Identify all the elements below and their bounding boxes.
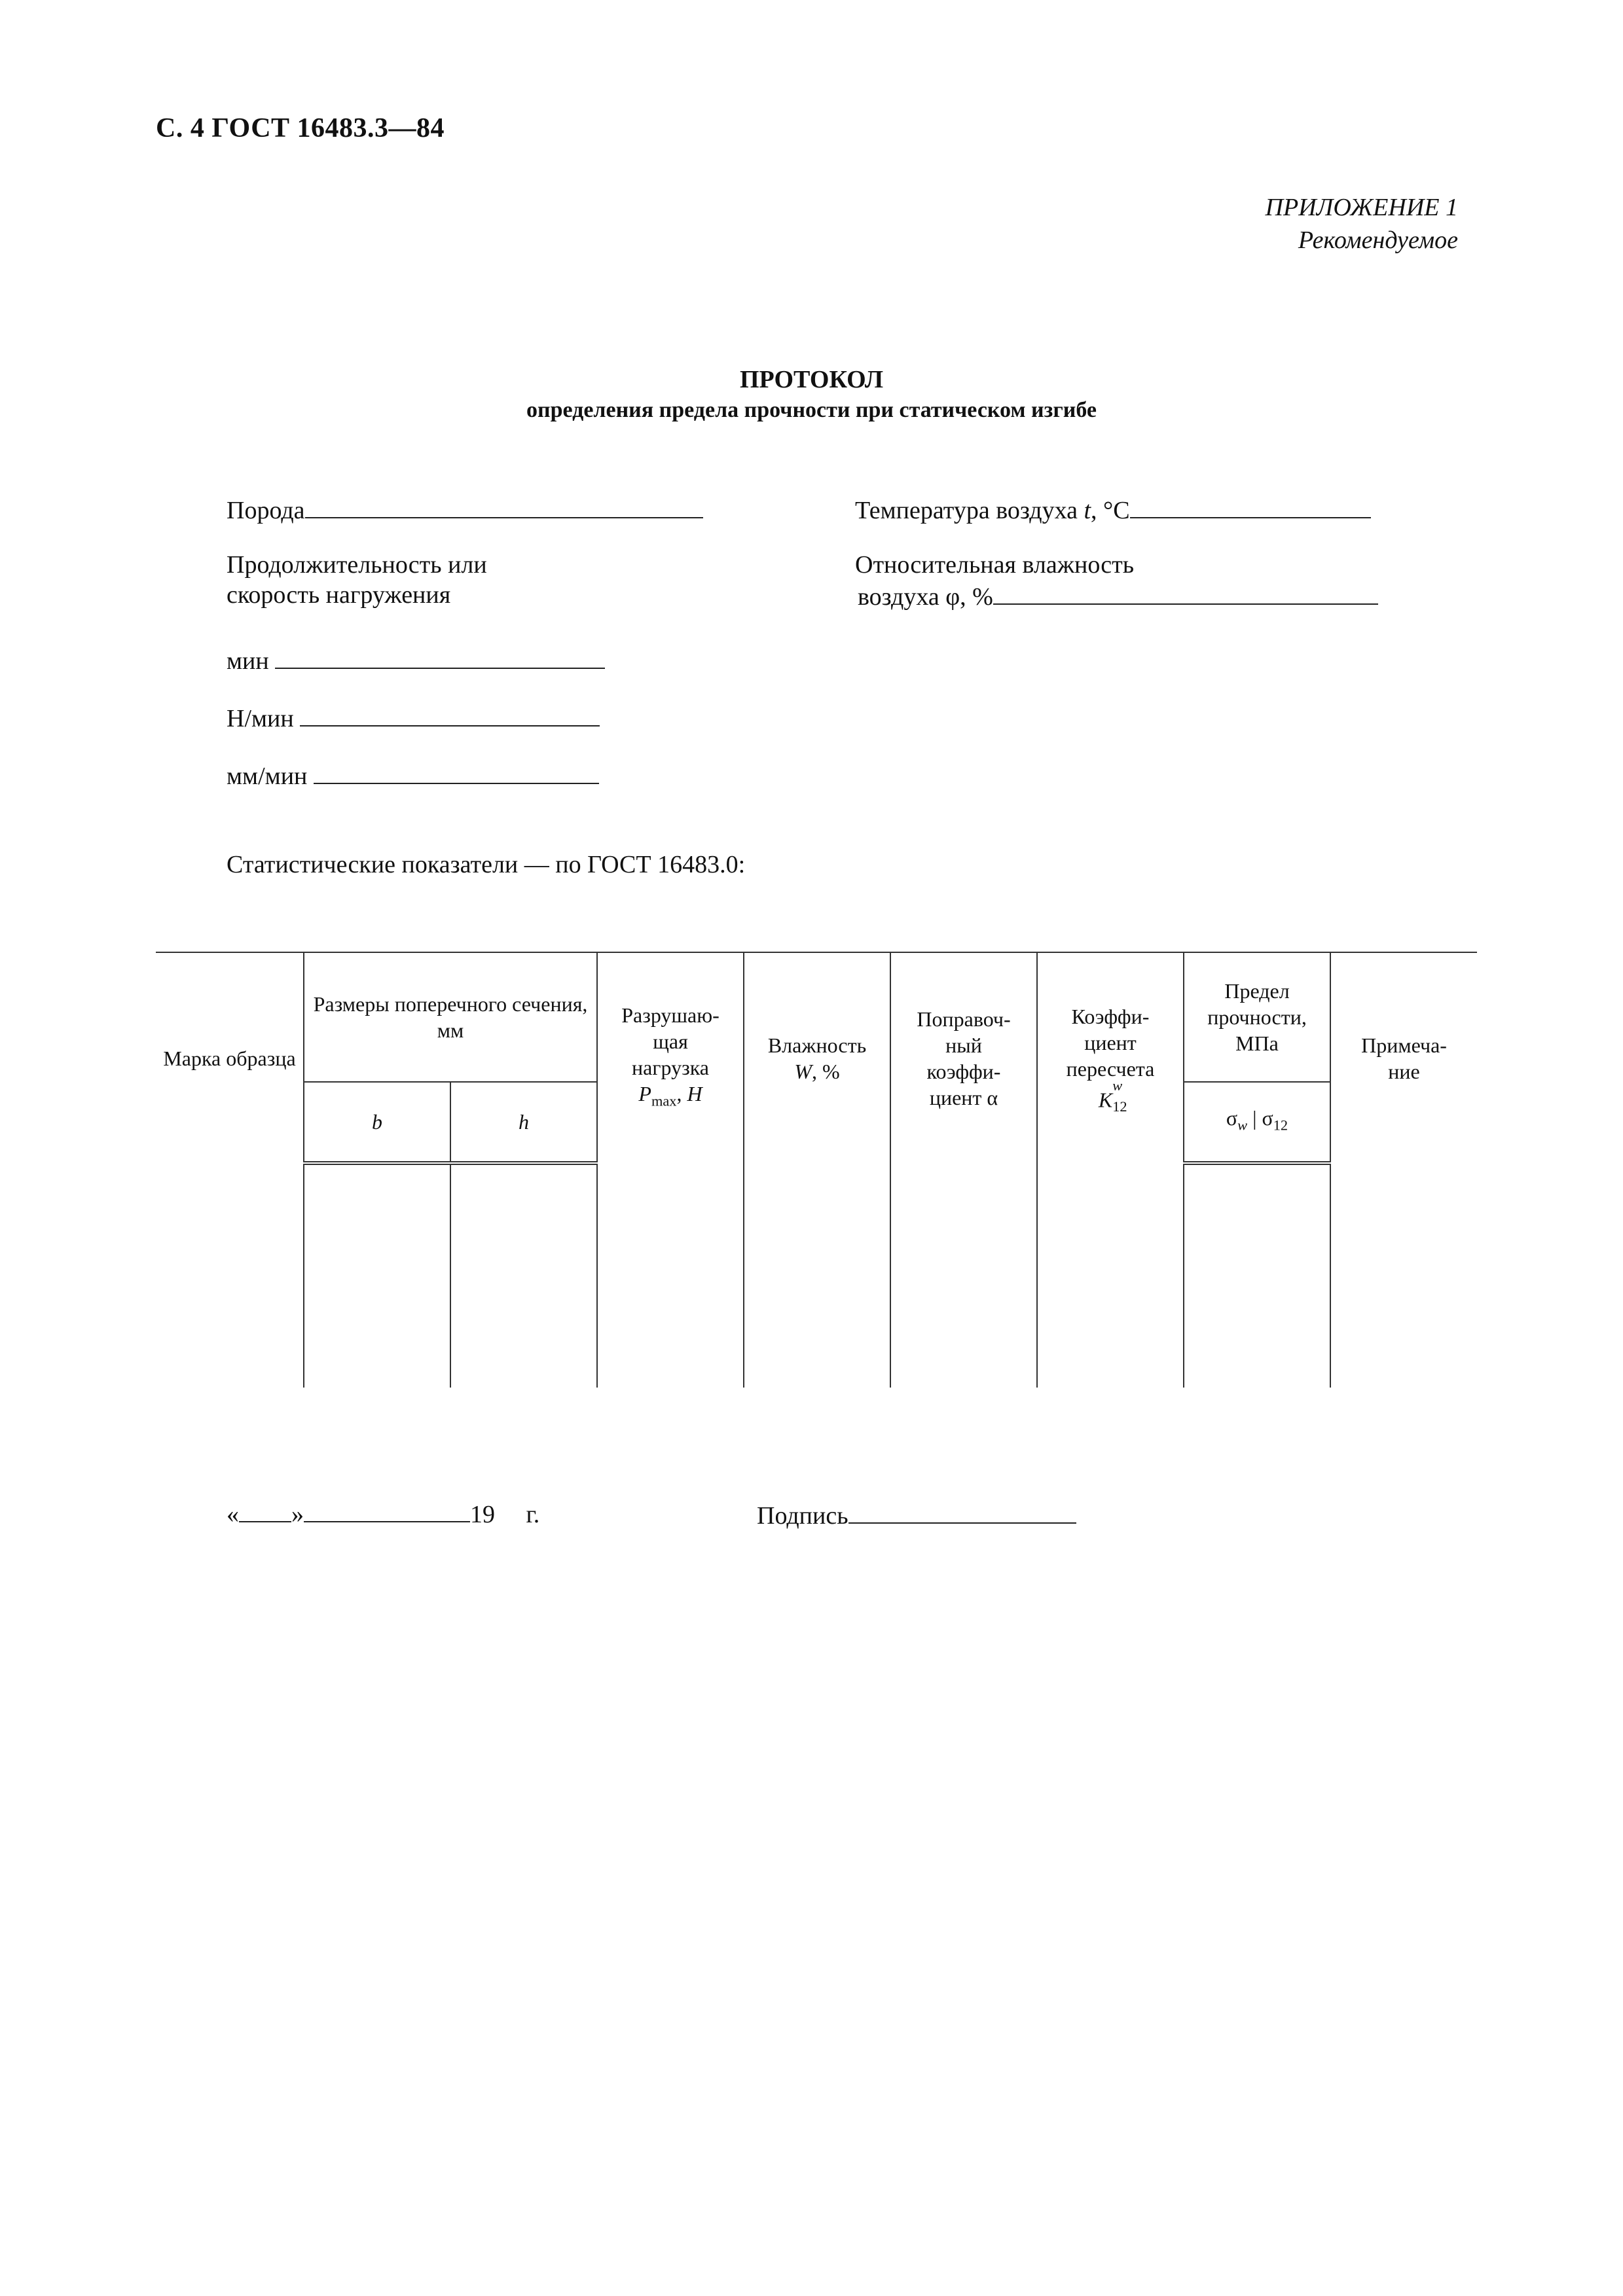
air-temp-label: Температура воздуха t, °С <box>855 497 1130 524</box>
col-header-strength-limit: Предел прочности, МПа <box>1184 952 1330 1082</box>
cell-strength[interactable] <box>1184 1163 1330 1388</box>
species-line[interactable] <box>305 493 703 518</box>
cell-h[interactable] <box>450 1163 597 1388</box>
col-header-mark: Марка образца <box>156 952 304 1163</box>
n-per-min-field[interactable] <box>227 702 600 734</box>
date-field[interactable]: « » 19 г. <box>227 1499 539 1530</box>
col-header-note: Примеча- ние <box>1330 952 1477 1163</box>
air-temp-field[interactable] <box>855 493 1371 526</box>
col-header-correction-coefficient: Поправоч- ный коэффи- циент α <box>890 952 1037 1163</box>
cell-note[interactable] <box>1330 1163 1477 1388</box>
mm-per-min-label: мм/мин <box>227 762 308 790</box>
appendix-status: Рекомендуемое <box>1298 226 1458 254</box>
duration-label <box>227 550 487 610</box>
signature-line[interactable] <box>848 1499 1076 1524</box>
page-header: С. 4 ГОСТ 16483.3—84 <box>156 113 445 143</box>
year-suffix: г. <box>526 1501 540 1528</box>
appendix-block <box>1266 191 1458 257</box>
statistics-note: Статистические показатели — по ГОСТ 16483.0: <box>227 851 746 878</box>
protocol-table <box>156 952 1477 1388</box>
cell-conversion[interactable] <box>1037 1163 1184 1388</box>
min-label: мин <box>227 647 269 675</box>
year-prefix: 19 <box>470 1501 495 1528</box>
air-temp-line[interactable] <box>1130 493 1371 518</box>
duration-line1: Продолжительность или <box>227 551 487 579</box>
species-field[interactable] <box>227 493 703 526</box>
min-field[interactable] <box>227 644 605 676</box>
date-day-line[interactable] <box>239 1499 291 1522</box>
col-header-sigma: $\sigma_w$ | $\sigma_{12}$ <box>1184 1082 1330 1163</box>
col-header-moisture: Влажность W, % <box>744 952 890 1163</box>
cell-load[interactable] <box>597 1163 744 1388</box>
signature-label: Подпись <box>757 1502 848 1530</box>
appendix-label: ПРИЛОЖЕНИЕ 1 <box>1265 194 1458 221</box>
n-per-min-line[interactable] <box>300 702 600 726</box>
title-main: ПРОТОКОЛ <box>739 366 884 393</box>
cell-correction[interactable] <box>890 1163 1037 1388</box>
humidity-field[interactable] <box>855 550 1378 612</box>
signature-field[interactable] <box>757 1499 1076 1531</box>
col-header-dimensions: Размеры поперечного сечения, мм <box>304 952 597 1082</box>
min-line[interactable] <box>275 644 605 669</box>
col-header-b: b <box>304 1082 450 1163</box>
mm-per-min-line[interactable] <box>314 759 599 784</box>
col-header-conversion-coefficient: Коэффи- циент пересчета $K^w$ 12 <box>1037 952 1184 1163</box>
document-title <box>0 364 1623 425</box>
col-header-h: h <box>450 1082 597 1163</box>
humidity-line1: Относительная влажность <box>855 551 1135 579</box>
table-row <box>156 1163 1477 1388</box>
mm-per-min-field[interactable] <box>227 759 599 791</box>
species-label: Порода <box>227 497 305 524</box>
cell-moisture[interactable] <box>744 1163 890 1388</box>
cell-mark[interactable] <box>156 1163 304 1388</box>
cell-b[interactable] <box>304 1163 450 1388</box>
col-header-breaking-load: Разрушаю- щая нагрузка $P_{max}$, H <box>597 952 744 1163</box>
date-month-line[interactable] <box>304 1499 470 1522</box>
n-per-min-label: Н/мин <box>227 705 294 732</box>
duration-line2: скорость нагружения <box>227 581 451 609</box>
humidity-line[interactable] <box>993 580 1378 605</box>
humidity-line2: воздуха φ, % <box>858 583 993 611</box>
title-subtitle: определения предела прочности при статическом изгибе <box>526 398 1097 422</box>
